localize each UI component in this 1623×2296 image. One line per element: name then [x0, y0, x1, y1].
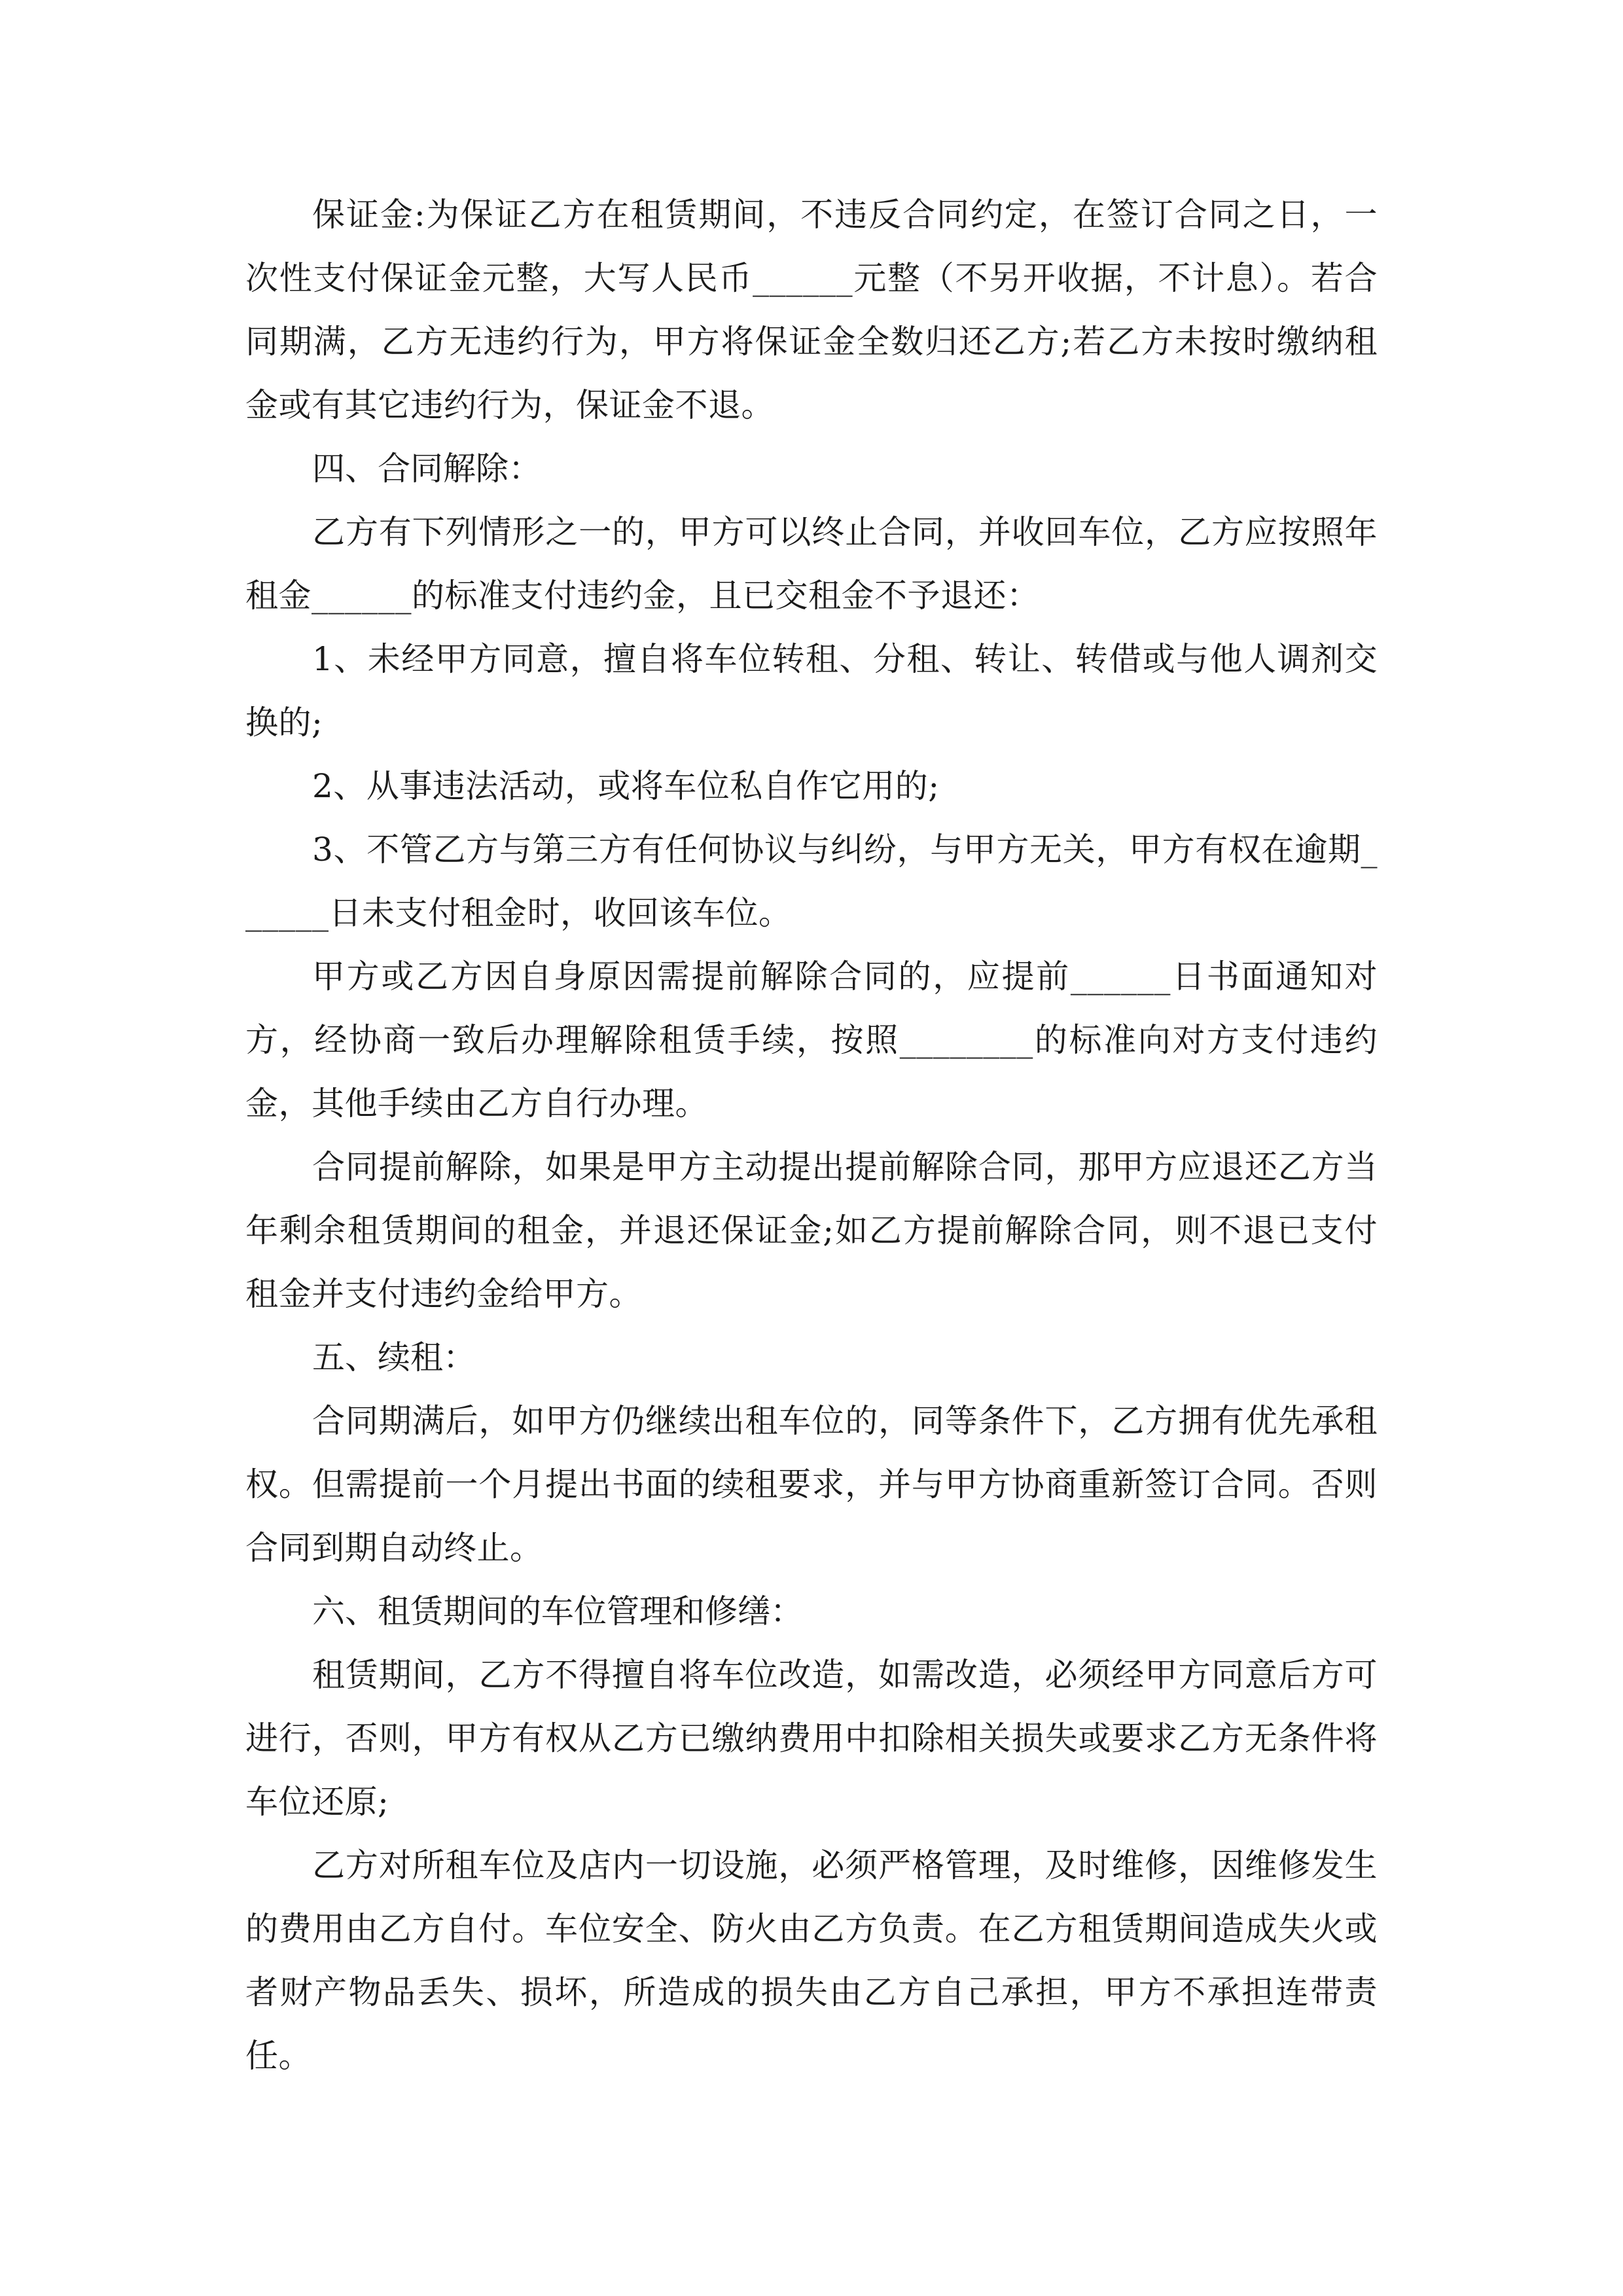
paragraph-clause-1: 1、未经甲方同意，擅自将车位转租、分租、转让、转借或与他人调剂交换的;	[245, 640, 1378, 742]
section-heading-contract-termination: 四、合同解除：	[312, 450, 541, 488]
paragraph-termination-conditions: 乙方有下列情形之一的，甲方可以终止合同，并收回车位，乙方应按照年租金______的标准支付违约金，且已交租金不予退还：	[245, 513, 1378, 615]
paragraph-early-termination-refund: 合同提前解除，如果是甲方主动提出提前解除合同，那甲方应退还乙方当年剩余租赁期间的租金，并退还保证金;如乙方提前解除合同，则不退已支付租金并支付违约金给甲方。	[245, 1148, 1378, 1313]
section-heading-renewal: 五、续租：	[312, 1338, 476, 1376]
paragraph-renewal: 合同期满后，如甲方仍继续出租车位的，同等条件下，乙方拥有优先承租权。但需提前一个月提出书面的续租要求，并与甲方协商重新签订合同。否则合同到期自动终止。	[245, 1402, 1378, 1567]
paragraph-deposit: 保证金:为保证乙方在租赁期间，不违反合同约定，在签订合同之日，一次性支付保证金元整，大写人民币______元整（不另开收据，不计息）。若合同期满，乙方无违约行为，甲方将保证金全数归还乙方;若乙方未按时缴纳租金或有其它违约行为，保证金不退。	[245, 196, 1378, 424]
paragraph-clause-3: 3、不管乙方与第三方有任何协议与纠纷，与甲方无关，甲方有权在逾期______日未支付租金时，收回该车位。	[245, 831, 1378, 932]
document-page	[245, 183, 1378, 2088]
paragraph-maintenance-liability: 乙方对所租车位及店内一切设施，必须严格管理，及时维修，因维修发生的费用由乙方自付。车位安全、防火由乙方负责。在乙方租赁期间造成失火或者财产物品丢失、损坏，所造成的损失由乙方自己承担，甲方不承担连带责任。	[245, 1846, 1378, 2075]
paragraph-clause-2: 2、从事违法活动，或将车位私自作它用的;	[312, 767, 940, 805]
paragraph-modification: 租赁期间，乙方不得擅自将车位改造，如需改造，必须经甲方同意后方可进行，否则，甲方有权从乙方已缴纳费用中扣除相关损失或要求乙方无条件将车位还原;	[245, 1656, 1378, 1821]
paragraph-early-termination-notice: 甲方或乙方因自身原因需提前解除合同的，应提前______日书面通知对方，经协商一致后办理解除租赁手续，按照________的标准向对方支付违约金，其他手续由乙方自行办理。	[245, 958, 1378, 1122]
section-heading-management: 六、租赁期间的车位管理和修缮：	[312, 1592, 803, 1630]
